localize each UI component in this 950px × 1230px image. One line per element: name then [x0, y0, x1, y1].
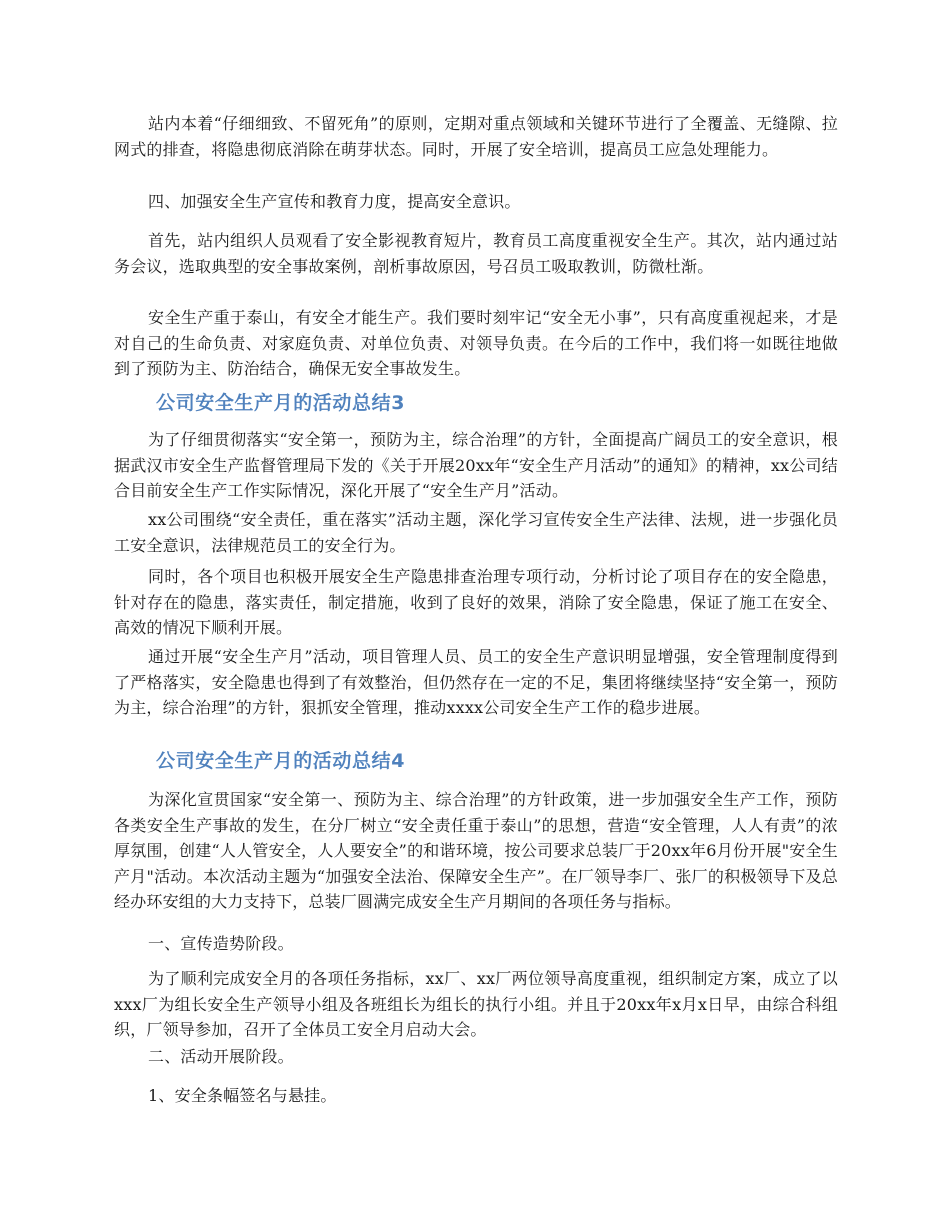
paragraph: 首先，站内组织人员观看了安全影视教育短片，教育员工高度重视安全生产。其次，站内通过站务会议，选取典型的安全事故案例，剖析事故原因，号召员工吸取教训，防微杜渐。	[114, 231, 838, 276]
section-heading: 公司安全生产月的活动总结3	[156, 392, 406, 414]
paragraph: xx公司围绕“安全责任，重在落实”活动主题，深化学习宣传安全生产法律、法规，进一步强化员工安全意识，法律规范员工的安全行为。	[114, 510, 838, 555]
paragraph: 安全生产重于泰山，有安全才能生产。我们要时刻牢记“安全无小事”，只有高度重视起来，才是对自己的生命负责、对家庭负责、对单位负责、对领导负责。在今后的工作中，我们将一如既往地做到了预防为主、防治结合，确保无安全事故发生。	[114, 308, 838, 378]
paragraph: 二、活动开展阶段。	[148, 1047, 294, 1066]
paragraph: 为了仔细贯彻落实“安全第一，预防为主，综合治理”的方针，全面提高广阔员工的安全意识，根据武汉市安全生产监督管理局下发的《关于开展20xx年“安全生产月活动”的通知》的精神，xx公司结合目前安全生产工作实际情况，深化开展了“安全生产月”活动。	[114, 430, 838, 500]
section-heading: 公司安全生产月的活动总结4	[156, 750, 406, 772]
paragraph: 通过开展“安全生产月”活动，项目管理人员、员工的安全生产意识明显增强，安全管理制度得到了严格落实，安全隐患也得到了有效整治，但仍然存在一定的不足，集团将继续坚持“安全第一，预防为主，综合治理”的方针，狠抓安全管理，推动xxxx公司安全生产工作的稳步进展。	[114, 647, 838, 717]
paragraph: 同时，各个项目也积极开展安全生产隐患排查治理专项行动，分析讨论了项目存在的安全隐患，针对存在的隐患，落实责任，制定措施，收到了良好的效果，消除了安全隐患，保证了施工在安全、高效的情况下顺利开展。	[114, 567, 838, 637]
paragraph: 站内本着“仔细细致、不留死角”的原则，定期对重点领域和关键环节进行了全覆盖、无缝隙、拉网式的排查，将隐患彻底消除在萌芽状态。同时，开展了安全培训，提高员工应急处理能力。	[114, 114, 838, 159]
paragraph: 一、宣传造势阶段。	[148, 934, 294, 953]
paragraph: 四、加强安全生产宣传和教育力度，提高安全意识。	[148, 192, 521, 211]
paragraph: 为了顺利完成安全月的各项任务指标，xx厂、xx厂两位领导高度重视，组织制定方案，成立了以xxx厂为组长安全生产领导小组及各班组长为组长的执行小组。并且于20xx年x月x日早，由综合科组织，厂领导参加，召开了全体员工安全月启动大会。	[114, 969, 838, 1039]
paragraph: 为深化宣贯国家“安全第一、预防为主、综合治理”的方针政策，进一步加强安全生产工作，预防各类安全生产事故的发生，在分厂树立“安全责任重于泰山”的思想，营造“安全管理，人人有责”的浓厚氛围，创建“人人管安全，人人要安全”的和谐环境，按公司要求总装厂于20xx年6月份开展"安全生产月"活动。本次活动主题为“加强安全法治、保障安全生产”。在厂领导李厂、张厂的积极领导下及总经办环安组的大力支持下，总装厂圆满完成安全生产月期间的各项任务与指标。	[114, 790, 838, 911]
paragraph: 1、安全条幅签名与悬挂。	[148, 1086, 337, 1105]
